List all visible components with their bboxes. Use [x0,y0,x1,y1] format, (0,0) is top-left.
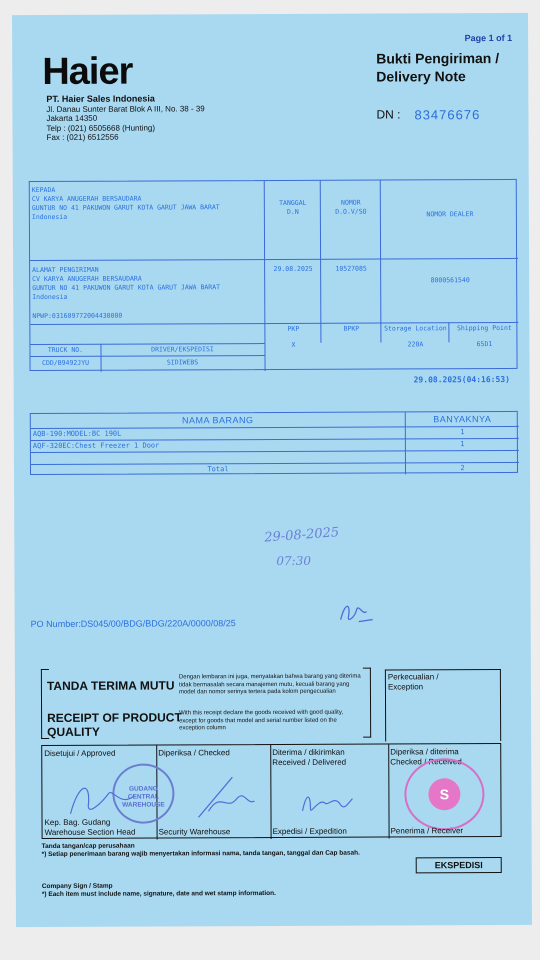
tanggal-value: 29.08.2025 [273,264,313,273]
note-id: *) Setiap penerimaan barang wajib menyertakan informasi nama, tanda tangan, tanggal dan Cap basah. [41,849,360,859]
exception-box [385,669,501,742]
nomor-sub-label: D.O.V/SO [335,207,367,216]
receipt-title-en-1: RECEIPT OF PRODUCT [47,710,182,725]
receiver-stamp [404,758,484,830]
driver-value: SIDIWEBS [166,358,199,367]
items-table [30,411,518,475]
handwritten-date: 29-08-2025 [263,525,340,546]
truck-value: CDD/B9492JYU [42,358,90,368]
checked-received-label-2: Checked / Received [390,757,462,767]
total-label: Total [207,465,229,474]
exception-label [386,670,500,694]
address-line-1: Jl. Danau Sunter Barat Blok A III, No. 38 - 39 [46,103,205,114]
signature-grid [41,743,501,839]
nomor-value: 10527085 [335,264,367,273]
foot-warehouse-head-2: Warehouse Section Head [44,827,136,837]
pkp-label: PKP [287,324,300,333]
phone-line: Telp : (021) 6505668 (Hunting) [46,123,156,133]
alamat-block [32,265,220,302]
title-line-1: Bukti Pengiriman / [376,50,500,67]
foot-warehouse-head [45,818,136,838]
page-number: Page 1 of 1 [464,32,513,44]
dealer-header: NOMOR DEALER [426,210,474,219]
storage-value: 220A [407,340,424,349]
foot-receiver: Penerima / Receiver [390,826,464,836]
expedition-signature [296,785,356,821]
company-info [46,94,205,142]
note-title-id: Tanda tangan/cap perusahaan [41,842,135,851]
title-line-2: Delivery Note [376,68,466,85]
foot-expedition: Expedisi / Expedition [272,826,347,837]
document-title [376,49,499,86]
truck-label: TRUCK NO. [47,345,84,354]
footer-notes-en [42,881,412,899]
item-name: AQF-320EC:Chest Freezer 1 Door [32,441,160,451]
checked-signature [192,771,262,827]
storage-label: Storage Location [384,324,447,333]
alamat-country: Indonesia [32,292,68,302]
received-label [272,748,346,768]
item-name: AQB-190:MODEL:BC 190L [32,429,122,439]
receiver-stamp-logo-icon: S [428,778,460,810]
handwritten-signature-top [337,598,377,628]
alamat-address: GUNTUR NO 41 PAKUWON GARUT KOTA GARUT JAWA BARAT [32,283,221,293]
dn-number: 83476676 [414,107,481,123]
receipt-section [41,668,371,739]
bpkp-label: BPKP [343,324,360,333]
receipt-title-en-2: QUALITY [47,724,100,739]
shipment-table [29,179,518,371]
haier-logo: Haier [42,50,133,93]
kepada-address: GUNTUR NO 41 PAKUWON GARUT KOTA GARUT JAWA BARAT [31,203,220,213]
kepada-name: CV KARYA ANUGERAH BERSAUDARA [31,194,142,204]
print-timestamp: 29.08.2025(04:16:53) [413,374,510,385]
tanggal-header [266,199,320,217]
dn-label: DN : [376,107,401,122]
nomor-header [322,199,380,217]
pkp-value: X [291,340,296,349]
driver-label: DRIVER/EKSPEDISI [151,345,214,354]
ekspedisi-box: EKSPEDISI [416,857,502,873]
shipping-label: Shipping Point [456,323,512,333]
kepada-country: Indonesia [31,212,68,222]
alamat-label: ALAMAT PENGIRIMAN [32,265,99,275]
receipt-text-id: Dengan lembaran ini juga, menyatakan bahwa barang yang diterima tidak bermasalah secara manajemen mutu, kecuali barang yang model dan nomor serinya tertera pada kolom pengecualian [178,673,361,696]
fax-line: Fax : (021) 6512556 [46,132,119,142]
col-banyaknya: BANYAKNYA [433,414,492,425]
handwritten-time: 07:30 [276,553,312,568]
npwp: NPWP:031609772004430000 [32,311,123,321]
stamp-text: GUDANG CENTRAL WAREHOUSE [122,785,165,809]
kepada-block [32,185,220,222]
checked-received-label-1: Diperiksa / diterima [390,747,459,757]
received-label-1: Diterima / dikirimkan [272,747,345,758]
tanggal-sub-label: D.N [286,207,299,216]
approved-label: Disetujui / Approved [44,748,116,758]
kepada-label: KEPADA [31,185,56,195]
address-line-2: Jakarta 14350 [46,113,98,123]
checked-label: Diperiksa / Checked [158,748,230,758]
note-title-en: Company Sign / Stamp [41,882,113,891]
alamat-name: CV KARYA ANUGERAH BERSAUDARA [32,274,142,284]
exception-label-2: Exception [387,682,424,692]
exception-label-1: Perkecualian / [387,672,439,682]
tanggal-label: TANGGAL [279,198,307,207]
note-en: *) Each item must include name, signature, date and wet stamp information. [41,889,276,899]
company-name: PT. Haier Sales Indonesia [46,93,155,104]
received-label-2: Received / Delivered [272,757,347,768]
shipping-value: 65D1 [476,340,493,349]
foot-security: Security Warehouse [158,827,231,837]
receipt-text-en: With this receipt declare the goods received with good quality, except for goods that model and serial number listed on the exception column [179,709,344,732]
total-value: 2 [460,464,465,473]
footer-notes-id [42,841,412,859]
po-number: PO Number:DS045/00/BDG/BDG/220A/0000/08/25 [30,618,236,630]
approved-signature [64,774,144,824]
nomor-label: NOMOR [341,198,361,207]
receipt-title-id: TANDA TERIMA MUTU [46,678,175,693]
col-nama-barang: NAMA BARANG [181,415,254,426]
delivery-note-paper [12,13,532,927]
item-qty: 1 [460,428,465,437]
foot-warehouse-head-1: Kep. Bag. Gudang [44,817,111,827]
dealer-value: 8000561540 [430,276,470,285]
item-qty: 1 [460,440,465,449]
